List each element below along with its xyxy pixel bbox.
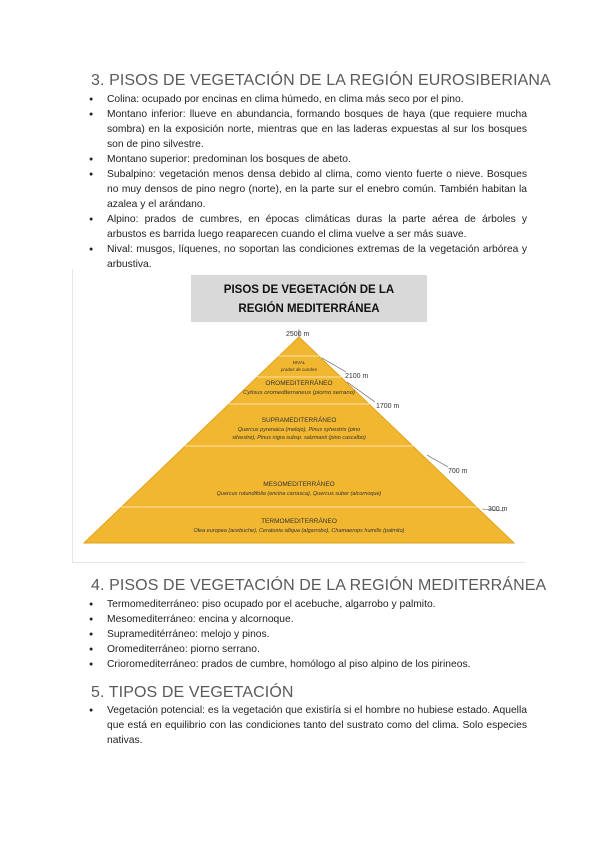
- tier-name-termomediterraneo: TERMOMEDITERRÁNEO: [261, 518, 337, 525]
- tier-species-mesomediterraneo: Quercus rotundifolia (encina carrasca), Quercus suber (alcornoque): [216, 491, 382, 497]
- altitude-label: 2500 m: [286, 331, 310, 338]
- section-4-list: [86, 597, 527, 672]
- figure-title-line-1: PISOS DE VEGETACIÓN DE LA: [223, 284, 395, 296]
- altitude-label: 700 m: [448, 468, 468, 475]
- tier-name-supramediterraneo: SUPRAMEDITERRÁNEO: [261, 417, 337, 424]
- tier-species-oromediterraneo: [243, 390, 355, 396]
- list-item: ● Montano inferior: llueve en abundancia, formando bosques de haya (que requiere mucha sombra) en la exposición norte, mientras que en las laderas expuestas al sur los bosques son de pino silvestre.: [86, 107, 527, 152]
- altitude-label: 1700 m: [376, 403, 400, 410]
- tier-species-termomediterraneo: Olea europea (acebuche), Ceratonia siliqua (algarrobo), Chamaerops humilis (palmito): [193, 528, 405, 534]
- section-3-list: [86, 92, 527, 272]
- list-item: ● Alpino: prados de cumbres, en épocas climáticas duras la parte aérea de árboles y arbustos es barrida luego reaparecen cuando el clima vuelve a ser más suave.: [86, 212, 527, 242]
- tier-name-oromediterraneo: OROMEDITERRÁNEO: [265, 380, 333, 387]
- section-5-heading: 5. TIPOS DE VEGETACIÓN: [91, 684, 294, 701]
- list-item: ● Nival: musgos, líquenes, no soportan las condiciones extremas de la vegetación arbórea y arbustiva.: [86, 242, 527, 272]
- list-item: ● Mesomediterráneo: encina y alcornoque.: [86, 612, 527, 627]
- pyramid-diagram: [72, 269, 526, 564]
- list-item: ● Vegetación potencial: es la vegetación que existiría si el hombre no hubiese estado. Aquella que está en equilibrio con las condiciones tanto del sustrato como del clima. Solo especies nativas.: [86, 703, 527, 748]
- tier-species-supramediterraneo-1: Quercus pyrenaica (melojo), Pinus sylvestris (pino: [237, 427, 361, 433]
- tier-name-mesomediterraneo: MESOMEDITERRÁNEO: [263, 481, 335, 488]
- list-item: ● Colina: ocupado por encinas en clima húmedo, en clima más seco por el pino.: [86, 92, 527, 107]
- list-item: ● Montano superior: predominan los bosques de abeto.: [86, 152, 527, 167]
- list-item: ● Crioromediterráneo: prados de cumbre, homólogo al piso alpino de los pirineos.: [86, 657, 527, 672]
- list-item: ● Suprameditérráneo: melojo y pinos.: [86, 627, 527, 642]
- list-item: ● Termomediterráneo: piso ocupado por el acebuche, algarrobo y palmito.: [86, 597, 527, 612]
- tier-name-nival: NIVAL: [292, 360, 306, 365]
- list-item: ● Oromediterráneo: piorno serrano.: [86, 642, 527, 657]
- section-5-list: [86, 703, 527, 748]
- tier-species-nival: prados de cumbre: [280, 367, 318, 372]
- vegetation-pyramid-figure: [72, 269, 526, 564]
- list-item: ● Subalpino: vegetación menos densa debido al clima, como viento fuerte o nieve. Bosques no muy densos de pino negro (norte), en la parte sur el enebro común. También habitan la azalea y el arándano.: [86, 167, 527, 212]
- section-3-heading: 3. PISOS DE VEGETACIÓN DE LA REGIÓN EUROSIBERIANA: [91, 72, 551, 89]
- figure-title-line-2: REGIÓN MEDITERRÁNEA: [238, 303, 380, 315]
- tier-species-supramediterraneo-2: silvestre), Pinus nigra subsp. salzmanii (pino cascalbo): [232, 435, 366, 441]
- altitude-label: 2100 m: [345, 373, 369, 380]
- tier-species-text: Cytisus oromediterraneus (piorno serrano): [243, 390, 356, 396]
- section-4-heading: 4. PISOS DE VEGETACIÓN DE LA REGIÓN MEDITERRÁNEA: [91, 577, 547, 594]
- altitude-label: 300 m: [488, 506, 508, 513]
